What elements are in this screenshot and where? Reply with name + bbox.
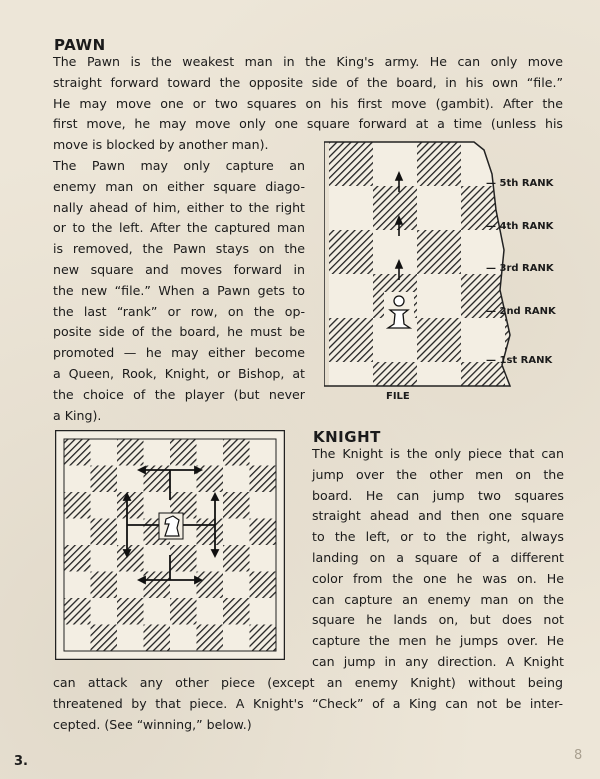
- text-line: enemy man on either square diago-: [53, 178, 305, 194]
- board-square: [373, 230, 417, 274]
- board-square: [117, 439, 144, 466]
- board-square: [144, 572, 171, 599]
- rank-label-1: — 1st RANK: [486, 355, 553, 366]
- text-line: a King).: [53, 407, 102, 423]
- text-line: jump over the other men on the: [312, 466, 564, 482]
- text-line: square he lands on, but does not: [312, 612, 564, 628]
- rank-label-4: — 4th RANK: [486, 221, 554, 232]
- board-square: [329, 230, 373, 274]
- text-line: can jump in any direction. A Knight: [312, 653, 564, 669]
- text-line: color from the one he was on. He: [312, 570, 564, 586]
- board-square: [417, 142, 461, 186]
- board-square: [91, 625, 118, 652]
- text-line: threatened by that piece. A Knight's “Check” of a King can not be inter-: [53, 695, 563, 711]
- knight-paragraph: [312, 444, 564, 673]
- board-square: [64, 492, 91, 519]
- board-square: [223, 519, 250, 546]
- board-square: [144, 598, 171, 625]
- text-line: The Pawn may only capture an: [53, 158, 305, 173]
- board-square: [223, 439, 250, 466]
- board-square: [329, 362, 373, 400]
- board-square: [64, 625, 91, 652]
- text-line: landing on a square of a different: [312, 549, 564, 565]
- board-square: [91, 545, 118, 572]
- board-square: [250, 466, 277, 493]
- text-line: to the left, or to the right, always: [312, 529, 564, 545]
- board-square: [250, 572, 277, 599]
- text-line: first move, he may move only one square forward at a time (unless his: [53, 116, 563, 132]
- board-square: [170, 545, 197, 572]
- board-square: [117, 572, 144, 599]
- board-square: [505, 362, 549, 400]
- board-square: [197, 519, 224, 546]
- text-line: nally ahead of him, either to the right: [53, 199, 305, 215]
- board-square: [64, 545, 91, 572]
- text-line: or to the left. After the captured man: [53, 220, 305, 236]
- board-square: [250, 545, 277, 572]
- board-square: [64, 466, 91, 493]
- board-square: [250, 439, 277, 466]
- board-square: [64, 598, 91, 625]
- page-number: 3.: [14, 754, 28, 769]
- board-square: [329, 274, 373, 318]
- knight-piece-icon: [159, 513, 183, 539]
- board-square: [144, 545, 171, 572]
- board-square: [197, 439, 224, 466]
- text-line: the last “rank” or row, on the op-: [53, 303, 305, 319]
- board-square: [144, 625, 171, 652]
- pawn-piece-icon: [384, 292, 414, 332]
- pawn-capture-paragraph: [53, 156, 305, 426]
- rank-label-3: — 3rd RANK: [486, 263, 554, 274]
- text-line: The Knight is the only piece that can: [312, 446, 564, 461]
- text-line: The Pawn is the weakest man in the King's army. He can only move: [53, 54, 563, 69]
- text-line: the new “file.” When a Pawn gets to: [53, 282, 305, 298]
- board-square: [417, 186, 461, 230]
- board-square: [223, 466, 250, 493]
- text-line: is removed, the Pawn stays on the: [53, 241, 305, 257]
- board-square: [417, 274, 461, 318]
- board-square: [64, 519, 91, 546]
- text-line: He may move one or two squares on his first move (gambit). After the: [53, 95, 563, 111]
- knight-paragraph-continued: [53, 673, 563, 735]
- board-square: [91, 572, 118, 599]
- board-square: [117, 545, 144, 572]
- text-line: move is blocked by another man).: [53, 137, 269, 153]
- board-square: [373, 186, 417, 230]
- board-square: [250, 598, 277, 625]
- board-square: [170, 625, 197, 652]
- text-line: can capture an enemy man on the: [312, 591, 564, 607]
- text-line: straight forward toward the opposite side of the board, in his own “file.”: [53, 74, 563, 90]
- board-square: [250, 625, 277, 652]
- board-square: [223, 492, 250, 519]
- board-square: [170, 439, 197, 466]
- board-square: [329, 318, 373, 362]
- board-square: [223, 572, 250, 599]
- board-square: [373, 142, 417, 186]
- board-square: [223, 625, 250, 652]
- text-line: board. He can jump two squares: [312, 487, 564, 503]
- board-square: [417, 362, 461, 400]
- board-square: [329, 186, 373, 230]
- board-square: [197, 598, 224, 625]
- text-line: posite side of the board, he must be: [53, 324, 305, 340]
- board-square: [170, 598, 197, 625]
- rank-label-5: — 5th RANK: [486, 178, 554, 189]
- text-line: a Queen, Rook, Knight, or Bishop, at: [53, 365, 305, 381]
- text-line: the choice of the player (but never: [53, 386, 305, 402]
- board-square: [197, 492, 224, 519]
- board-square: [117, 625, 144, 652]
- pawn-diagram: [324, 140, 584, 400]
- text-line: straight ahead and then one square: [312, 508, 564, 524]
- knight-heading: KNIGHT: [313, 428, 381, 446]
- board-square: [417, 318, 461, 362]
- board-square: [91, 439, 118, 466]
- board-square: [91, 519, 118, 546]
- board-square: [250, 492, 277, 519]
- text-line: can attack any other piece (except an enemy Knight) without being: [53, 675, 563, 690]
- board-square: [417, 230, 461, 274]
- board-square: [250, 519, 277, 546]
- board-square: [91, 466, 118, 493]
- board-square: [117, 598, 144, 625]
- board-square: [64, 439, 91, 466]
- board-square: [329, 142, 373, 186]
- board-square: [91, 598, 118, 625]
- file-label: FILE: [386, 391, 410, 402]
- board-square: [144, 439, 171, 466]
- board-square: [117, 519, 144, 546]
- text-line: capture the men he jumps over. He: [312, 633, 564, 649]
- board-square: [197, 625, 224, 652]
- board-square: [170, 572, 197, 599]
- board-square: [197, 545, 224, 572]
- board-square: [64, 572, 91, 599]
- text-line: promoted — he may either become: [53, 345, 305, 361]
- board-square: [91, 492, 118, 519]
- knight-board-svg: [55, 430, 285, 660]
- board-square: [223, 598, 250, 625]
- pawn-heading: PAWN: [54, 36, 106, 54]
- board-square: [461, 362, 505, 400]
- board-square: [197, 572, 224, 599]
- text-line: cepted. (See “winning,” below.): [53, 716, 252, 732]
- corner-mark: 8: [574, 748, 583, 763]
- knight-diagram: [55, 430, 285, 660]
- text-line: new square and moves forward in: [53, 261, 305, 277]
- board-square: [117, 492, 144, 519]
- rank-label-2: — 2nd RANK: [486, 306, 556, 317]
- board-square: [223, 545, 250, 572]
